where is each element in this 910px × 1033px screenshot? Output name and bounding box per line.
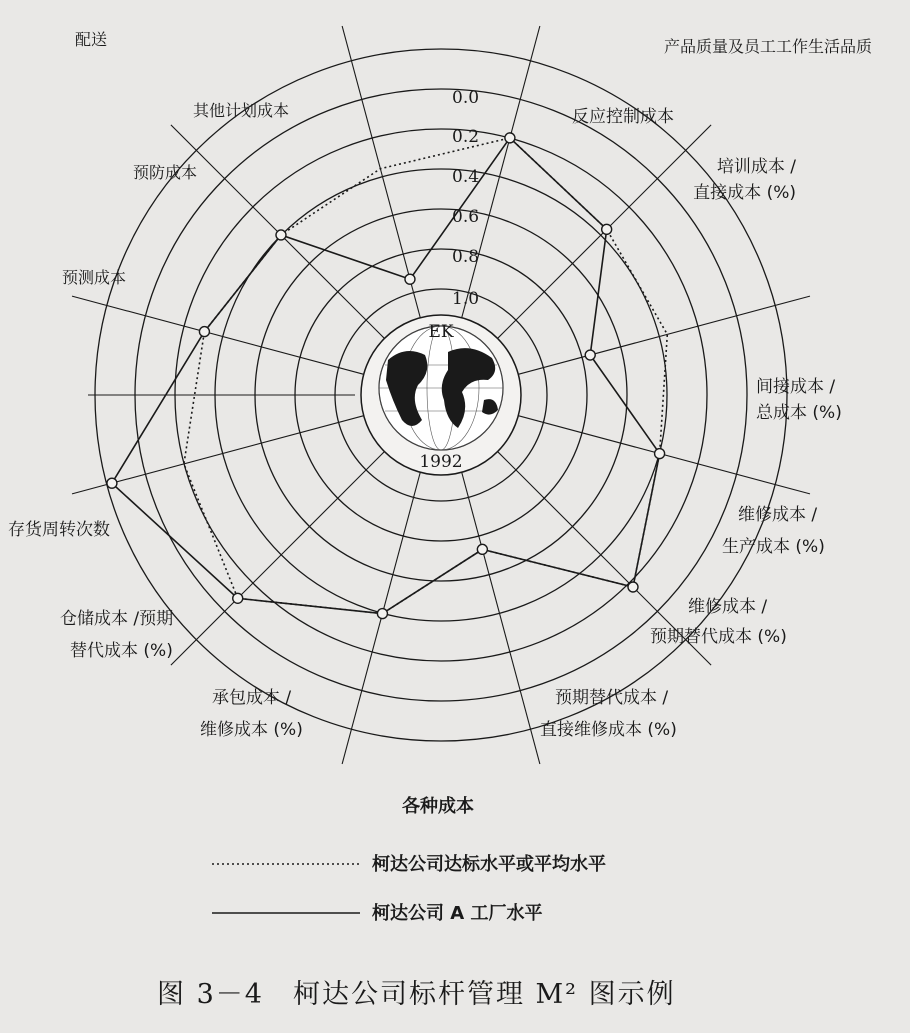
series-solid-point-6: [377, 609, 387, 619]
radial-tick-0: 0.0: [452, 88, 480, 108]
radial-tick-labels: [452, 88, 479, 309]
series-solid-point-3: [655, 449, 665, 459]
radial-tick-2: 0.4: [452, 167, 480, 187]
corner-label-left: 配送: [75, 30, 108, 49]
series-solid-point-10: [276, 230, 286, 240]
axis-label-2-line2: 总成本 (%): [756, 403, 842, 423]
axis-label-3-line2: 生产成本 (%): [722, 537, 825, 557]
series-solid-point-0: [505, 133, 515, 143]
series-solid-point-8: [107, 478, 117, 488]
axis-label-3-line1: 维修成本 /: [738, 505, 818, 525]
axis-label-7-line2: 替代成本 (%): [70, 641, 173, 661]
center-label-ek: EK: [428, 322, 454, 342]
axis-label-4-line1: 维修成本 /: [688, 597, 768, 617]
group-label: 各种成本: [402, 796, 474, 817]
axis-label-0: 反应控制成本: [572, 107, 674, 127]
axis-label-11: 其他计划成本: [193, 101, 290, 120]
axis-label-1: [693, 157, 796, 203]
series-solid-point-4: [628, 582, 638, 592]
axis-label-5-line2: 直接维修成本 (%): [540, 720, 677, 740]
axis-label-4-line2: 预期替代成本 (%): [650, 627, 787, 647]
axis-label-7: [60, 609, 173, 661]
axis-label-6-line1: 承包成本 /: [212, 688, 292, 708]
legend-solid-label: 柯达公司 A 工厂水平: [372, 903, 543, 924]
axis-label-2-line1: 间接成本 /: [756, 377, 836, 397]
axis-label-4: [650, 597, 787, 647]
series-solid-point-11: [405, 274, 415, 284]
axis-label-7-line1: 仓储成本 /预期: [60, 609, 174, 629]
axis-label-1-line1: 培训成本 /: [716, 157, 796, 177]
axis-label-5-line1: 预期替代成本 /: [555, 688, 669, 708]
radial-tick-5: 1.0: [452, 289, 480, 309]
axis-label-9: 预测成本: [62, 268, 127, 287]
center-label-year: 1992: [419, 452, 463, 472]
series-solid-point-5: [477, 544, 487, 554]
center-globe: [361, 315, 521, 475]
axis-label-1-line2: 直接成本 (%): [693, 183, 796, 203]
series-solid-point-1: [602, 224, 612, 234]
axis-label-8: 存货周转次数: [8, 520, 110, 540]
axis-label-6: [200, 688, 303, 740]
axis-label-10: 预防成本: [133, 163, 198, 182]
series-solid-point-7: [233, 593, 243, 603]
radial-tick-3: 0.6: [452, 207, 480, 227]
figure-caption: 图 3－4 柯达公司标杆管理 M² 图示例: [157, 979, 676, 1010]
series-solid-point-2: [585, 350, 595, 360]
radial-tick-4: 0.8: [452, 247, 480, 267]
axis-label-2: [756, 377, 842, 423]
axis-label-3: [722, 505, 825, 557]
series-solid-point-9: [199, 327, 209, 337]
axis-label-6-line2: 维修成本 (%): [200, 720, 303, 740]
radial-tick-1: 0.2: [452, 127, 480, 147]
corner-label-right: 产品质量及员工工作生活品质: [663, 37, 872, 56]
legend-dotted-label: 柯达公司达标水平或平均水平: [372, 854, 606, 875]
axis-label-5: [540, 688, 677, 740]
